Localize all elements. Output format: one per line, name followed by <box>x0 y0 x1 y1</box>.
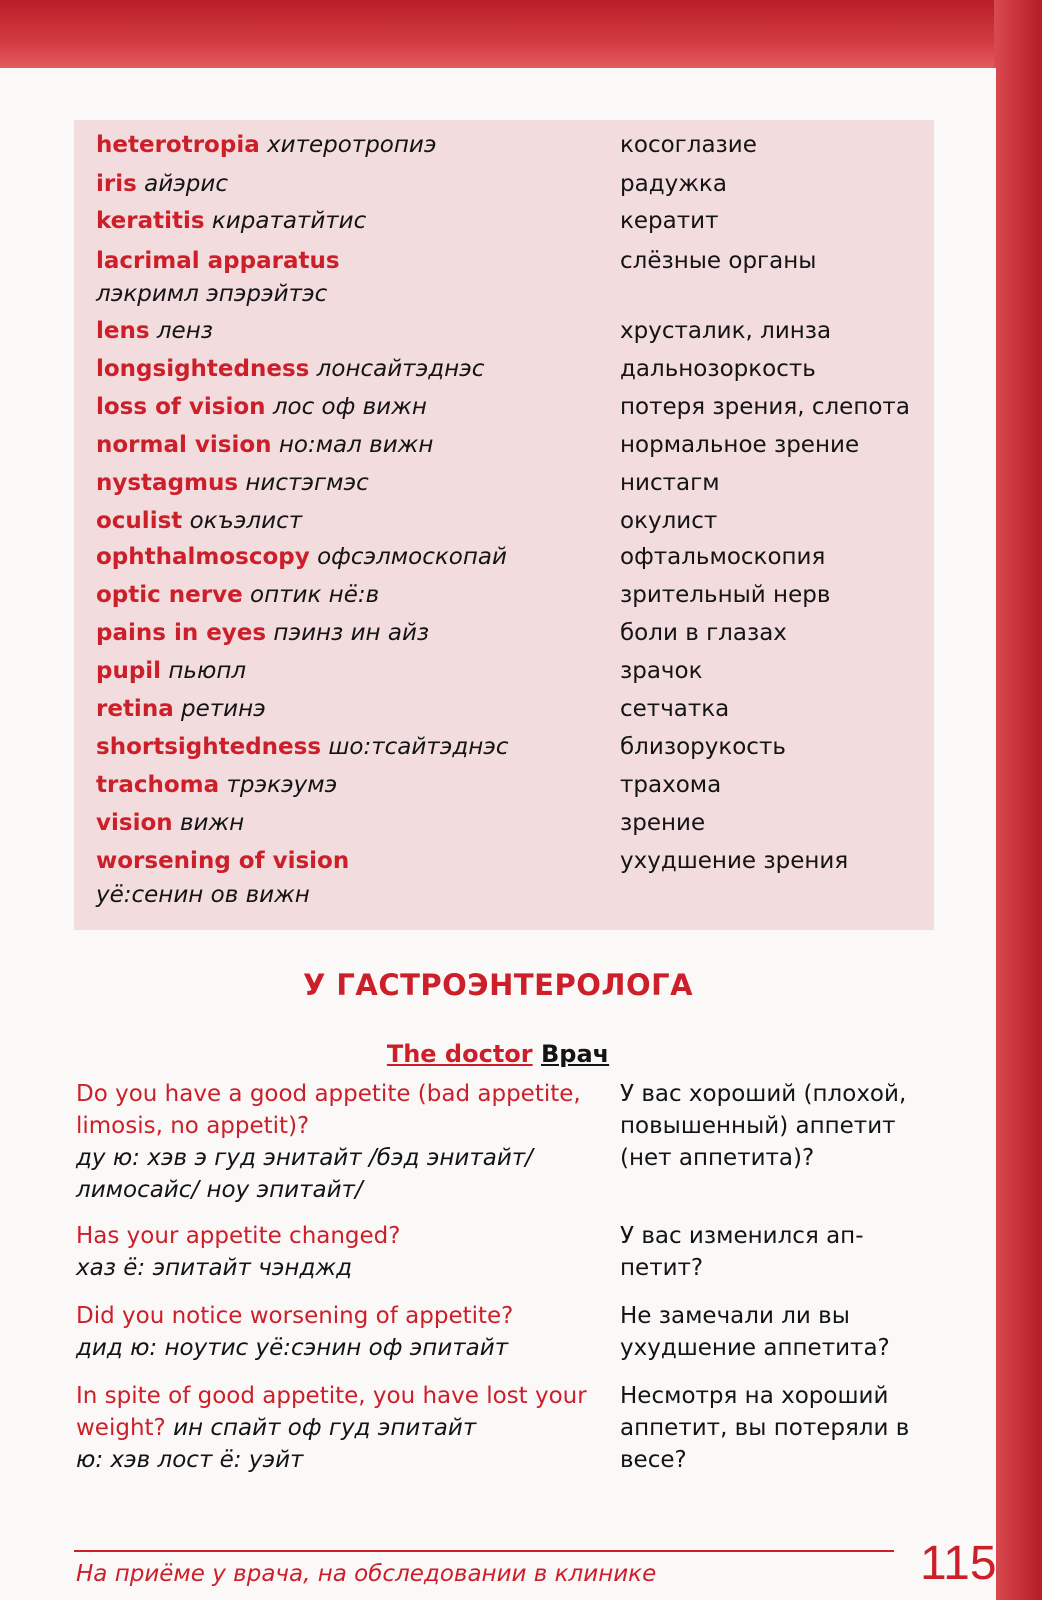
glossary-entry <box>96 171 228 197</box>
glossary-transcription: пэинз ин айз <box>273 620 430 646</box>
glossary-entry <box>96 810 244 836</box>
glossary-transcription: лос оф вижн <box>272 394 427 420</box>
phrase-english <box>76 1300 596 1364</box>
glossary-entry <box>96 248 340 274</box>
glossary-translation: трахома <box>620 772 722 798</box>
glossary-transcription: офсэлмоскопай <box>317 544 507 570</box>
phrase-question: Has your appetite changed? <box>76 1223 401 1249</box>
phrase-transcription-inline: ин спайт оф гуд эпитайт <box>173 1415 477 1441</box>
subtitle-russian: Врач <box>540 1040 610 1068</box>
glossary-transcription: но:мал вижн <box>278 432 434 458</box>
glossary-transcription: шо:тсайтэднэс <box>328 734 509 760</box>
glossary-entry <box>96 394 427 420</box>
glossary-term: pupil <box>96 658 162 684</box>
glossary-transcription: кирататйтис <box>211 208 367 234</box>
glossary-transcription: пьюпл <box>168 658 247 684</box>
phrase-question-line <box>76 1380 596 1444</box>
glossary-translation: зрачок <box>620 658 703 684</box>
phrase-transcription: ду ю: хэв э гуд энитайт /бэд энитайт/ лимосайс/ ноу эпитайт/ <box>76 1145 533 1203</box>
glossary-translation: потеря зрения, слепота <box>620 394 910 420</box>
glossary-term: keratitis <box>96 208 205 234</box>
glossary-entry <box>96 582 379 608</box>
footer-rule <box>74 1550 894 1552</box>
glossary-entry <box>96 544 507 570</box>
glossary-translation: кератит <box>620 208 719 234</box>
glossary-term: oculist <box>96 508 183 534</box>
glossary-translation: хрусталик, линза <box>620 318 832 344</box>
glossary-term: nystagmus <box>96 470 239 496</box>
glossary-translation: зрение <box>620 810 706 836</box>
glossary-transcription: уё:сенин ов вижн <box>96 882 310 908</box>
glossary-translation: близорукость <box>620 734 786 760</box>
glossary-term: shortsightedness <box>96 734 322 760</box>
glossary-entry-continued <box>96 281 327 307</box>
phrase-translation: У вас хороший (плохой, повышенный) аппетит (нет аппетита)? <box>620 1081 907 1171</box>
glossary-entry <box>96 356 484 382</box>
glossary-translation: окулист <box>620 508 718 534</box>
glossary-entry <box>96 734 509 760</box>
glossary-transcription: ретинэ <box>181 696 266 722</box>
phrase-transcription: дид ю: ноутис уё:сэнин оф эпитайт <box>76 1335 509 1361</box>
glossary-translation: нистагм <box>620 470 720 496</box>
glossary-translation: ухудшение зрения <box>620 848 849 874</box>
glossary-term: lacrimal apparatus <box>96 248 340 274</box>
glossary-transcription: лонсайтэднэс <box>316 356 485 382</box>
glossary-term: normal vision <box>96 432 272 458</box>
glossary-entry-continued <box>96 882 310 908</box>
phrase-translation: Не замечали ли вы ухудшение аппетита? <box>620 1303 890 1361</box>
glossary-term: lens <box>96 318 150 344</box>
glossary-entry <box>96 208 366 234</box>
glossary-term: iris <box>96 171 137 197</box>
glossary-term: pains in eyes <box>96 620 267 646</box>
glossary-term: trachoma <box>96 772 220 798</box>
glossary-entry <box>96 470 369 496</box>
phrase-translation: У вас изменился ап-петит? <box>620 1223 864 1281</box>
glossary-transcription: ленз <box>156 318 213 344</box>
phrase-english <box>76 1220 596 1284</box>
phrase-english <box>76 1078 596 1206</box>
phrase-question: Did you notice worsening of appetite? <box>76 1303 514 1329</box>
glossary-translation: нормальное зрение <box>620 432 860 458</box>
top-red-border <box>0 0 1042 68</box>
glossary-transcription: нистэгмэс <box>245 470 369 496</box>
glossary-entry <box>96 658 246 684</box>
glossary-transcription: окъэлист <box>189 508 303 534</box>
glossary-entry <box>96 772 337 798</box>
glossary-transcription: айэрис <box>144 171 228 197</box>
glossary-translation: офтальмоскопия <box>620 544 826 570</box>
glossary-entry <box>96 432 433 458</box>
glossary-entry <box>96 508 302 534</box>
glossary-term: longsightedness <box>96 356 310 382</box>
glossary-entry <box>96 318 213 344</box>
glossary-entry <box>96 696 266 722</box>
glossary-term: ophthalmoscopy <box>96 544 310 570</box>
glossary-entry <box>96 848 349 874</box>
glossary-translation: радужка <box>620 171 727 197</box>
glossary-term: vision <box>96 810 173 836</box>
glossary-transcription: лэкримл эпэрэйтэс <box>96 281 328 307</box>
glossary-transcription: вижн <box>179 810 245 836</box>
glossary-translation: сетчатка <box>620 696 730 722</box>
glossary-term: optic nerve <box>96 582 243 608</box>
glossary-entry <box>96 132 437 158</box>
glossary-term: loss of vision <box>96 394 266 420</box>
book-page <box>0 68 996 1600</box>
glossary-translation: боли в глазах <box>620 620 787 646</box>
phrase-translation: Несмотря на хороший аппетит, вы потеряли в весе? <box>620 1383 910 1473</box>
glossary-translation: зрительный нерв <box>620 582 831 608</box>
glossary-term: retina <box>96 696 174 722</box>
subtitle-english: The doctor <box>386 1040 533 1068</box>
right-red-border <box>994 0 1042 1600</box>
glossary-transcription: хитеротропиэ <box>267 132 437 158</box>
page-number: 115 <box>920 1537 997 1590</box>
glossary-transcription: оптик нё:в <box>250 582 380 608</box>
glossary-translation: дальнозоркость <box>620 356 816 382</box>
glossary-term: worsening of vision <box>96 848 350 874</box>
glossary-translation: косоглазие <box>620 132 757 158</box>
phrase-english <box>76 1380 596 1476</box>
running-footer: На приёме у врача, на обследовании в клинике <box>76 1561 657 1587</box>
glossary-entry <box>96 620 429 646</box>
dialog-subtitle <box>0 1040 996 1068</box>
glossary-transcription: трэкэумэ <box>226 772 338 798</box>
section-title: У ГАСТРОЭНТЕРОЛОГА <box>302 968 694 1002</box>
glossary-translation: слёзные органы <box>620 248 817 274</box>
glossary-term: heterotropia <box>96 132 260 158</box>
phrase-transcription: хаз ё: эпитайт чэнджд <box>76 1255 352 1281</box>
phrase-transcription: ю: хэв лост ё: уэйт <box>76 1447 304 1473</box>
phrase-question: In spite of good appetite, you have lost your weight? <box>76 1383 587 1441</box>
phrase-question: Do you have a good appetite (bad appetite, limosis, no appetit)? <box>76 1081 581 1139</box>
